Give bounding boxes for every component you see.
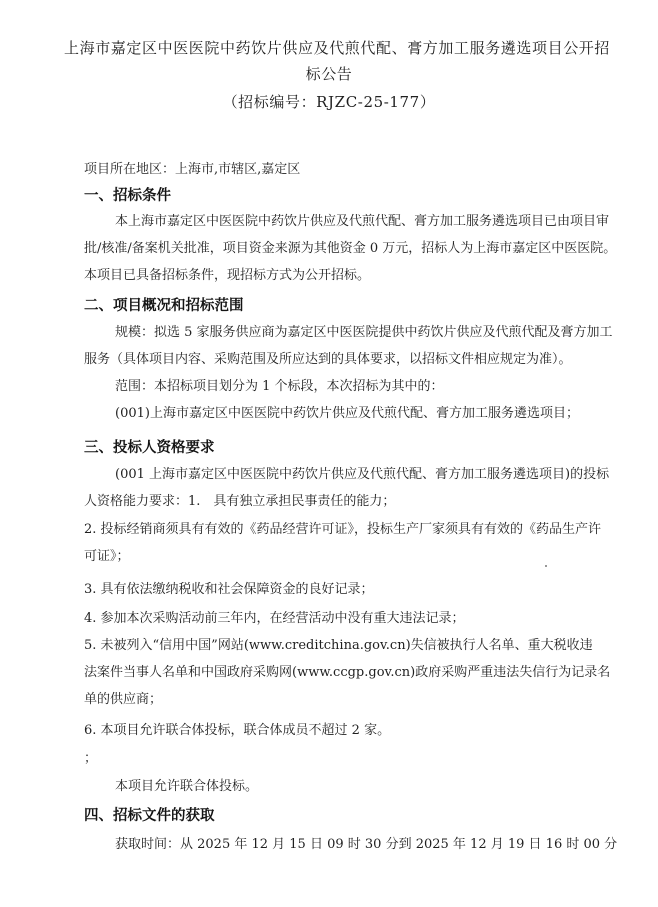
- section-2-line-4: (001)上海市嘉定区中医医院中药饮片供应及代煎代配、膏方加工服务遴选项目；: [115, 406, 579, 421]
- section-2-line-1: 规模：拟选 5 家服务供应商为嘉定区中医医院提供中药饮片供应及代煎代配及膏方加工: [115, 325, 613, 340]
- section-2-line-2: 服务（具体项目内容、采购范围及所应达到的具体要求，以招标文件相应规定为准）。: [84, 352, 572, 367]
- section-1-line-2: 批/核准/备案机关批准，项目资金来源为其他资金 0 万元，招标人为上海市嘉定区中医医院。: [84, 241, 617, 256]
- project-location: 项目所在地区：上海市,市辖区,嘉定区: [84, 162, 301, 177]
- section-3-line-5: 3. 具有依法缴纳税收和社会保障资金的良好记录；: [84, 582, 374, 597]
- section-3-line-9: 单的供应商；: [84, 692, 163, 707]
- section-3-line-10: 6. 本项目允许联合体投标，联合体成员不超过 2 家。: [84, 723, 391, 738]
- section-3-line-11: ；: [84, 751, 98, 766]
- section-3-line-3: 2. 投标经销商须具有有效的《药品经营许可证》，投标生产厂家须具有有效的《药品生产许: [84, 522, 602, 537]
- section-3-heading: 三、投标人资格要求: [84, 440, 215, 456]
- title-line-1: 上海市嘉定区中医医院中药饮片供应及代煎代配、膏方加工服务遴选项目公开招: [64, 39, 611, 57]
- section-3-line-6: 4. 参加本次采购活动前三年内，在经营活动中没有重大违法记录；: [84, 611, 465, 626]
- section-2-line-3: 范围：本招标项目划分为 1 个标段，本次招标为其中的：: [115, 379, 444, 394]
- section-3-line-2: 人资格能力要求：1. 具有独立承担民事责任的能力；: [84, 494, 396, 509]
- section-2-heading: 二、项目概况和招标范围: [84, 298, 244, 314]
- section-4-line-1: 获取时间：从 2025 年 12 月 15 日 09 时 30 分到 2025 年 12 月 19 日 16 时 00 分: [115, 837, 618, 852]
- section-3-line-7: 5. 未被列入“信用中国”网站(www.creditchina.gov.cn)失信被执行人名单、重大税收违: [84, 638, 593, 653]
- section-4-heading: 四、招标文件的获取: [84, 808, 215, 824]
- section-3-line-1: (001 上海市嘉定区中医医院中药饮片供应及代煎代配、膏方加工服务遴选项目)的投标: [115, 467, 610, 482]
- section-1-line-3: 本项目已具备招标条件，现招标方式为公开招标。: [84, 268, 371, 283]
- section-1-line-1: 本上海市嘉定区中医医院中药饮片供应及代煎代配、膏方加工服务遴选项目已由项目审: [115, 214, 610, 229]
- section-3-line-4: 可证》；: [84, 549, 130, 564]
- section-3-line-12: 本项目允许联合体投标。: [115, 779, 259, 794]
- section-1-heading: 一、招标条件: [84, 188, 171, 204]
- tender-code: （招标编号：RJZC-25-177）: [222, 93, 436, 111]
- scan-speck: [545, 565, 547, 567]
- title-line-2: 标公告: [305, 65, 353, 83]
- section-3-line-8: 法案件当事人名单和中国政府采购网(www.ccgp.gov.cn)政府采购严重违法失信行为记录名: [84, 665, 611, 680]
